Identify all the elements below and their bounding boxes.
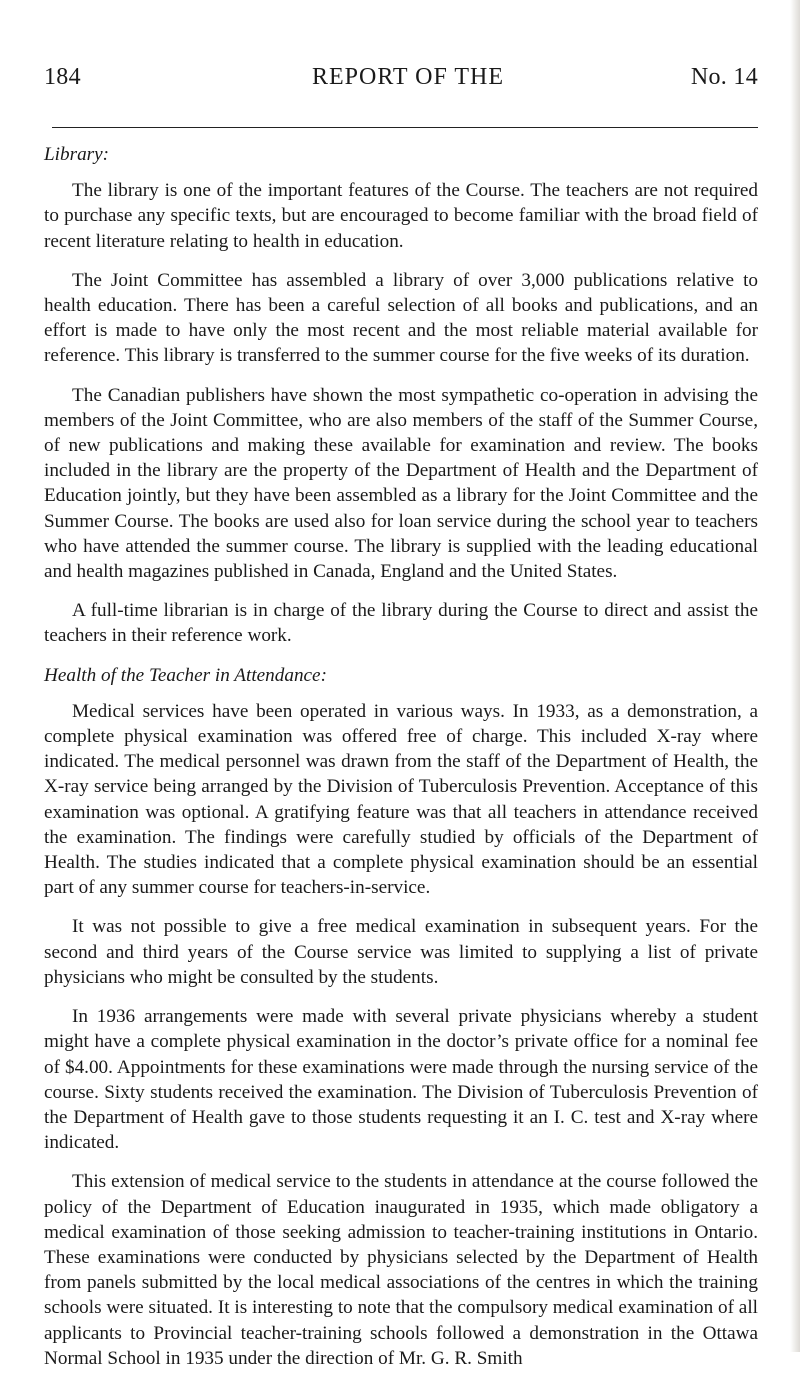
paragraph: This extension of medical service to the students in attendance at the course followed the policy of the Department of Education inaugurated in 1935, which made obligatory a medical examination of those seeking admission to teacher-training institutions in Ontario. These examinations were conducted by physicians selected by the Department of Health from panels submitted by the local medical associations of the centres in which the training schools were situated. It is interesting to note that the compulsory medical examination of all applicants to Provincial teacher-training schools followed a demonstration in the Ottawa Normal School in 1935 under the direction of Mr. G. R. Smith	[44, 1171, 758, 1369]
paragraph: It was not possible to give a free medical examination in subsequent years. For the second and third years of the Course service was limited to supplying a list of private physicians who might be consulted by the students.	[44, 916, 758, 988]
section-heading-library: Library:	[44, 144, 110, 165]
page-body	[44, 142, 758, 1385]
page-edge-shadow	[790, 0, 800, 1352]
report-number: No. 14	[690, 64, 758, 90]
header-rule	[52, 127, 758, 128]
paragraph: A full-time librarian is in charge of the library during the Course to direct and assist the teachers in their reference work.	[44, 600, 758, 647]
paragraph: The library is one of the important features of the Course. The teachers are not required to purchase any specific texts, but are encouraged to become familiar with the broad field of recent literature relating to health in education.	[44, 180, 758, 252]
report-title: REPORT OF THE	[312, 64, 505, 90]
paragraph: The Canadian publishers have shown the most sympathetic co-operation in advising the members of the Joint Committee, who are also members of the staff of the Summer Course, of new publications and making these available for examination and review. The books included in the library are the property of the Department of Health and the Department of Education jointly, but they have been assembled as a library for the Joint Committee and the Summer Course. The books are used also for loan service during the school year to teachers who have attended the summer course. The library is supplied with the leading educational and health magazines published in Canada, England and the United States.	[44, 384, 758, 583]
paragraph: In 1936 arrangements were made with several private physicians whereby a student might have a complete physical examination in the doctor’s private office for a nominal fee of $4.00. Appointments for these examinations were made through the nursing service of the course. Sixty students received the examination. The Division of Tuberculosis Prevention of the Department of Health gave to those students requesting it an I. C. test and X-ray where indicated.	[44, 1006, 758, 1154]
running-header	[44, 64, 758, 104]
page-number: 184	[44, 64, 81, 90]
paragraph: The Joint Committee has assembled a library of over 3,000 publications relative to health education. There has been a careful selection of all books and publications, and an effort is made to have only the most recent and the most reliable material available for reference. This library is transferred to the summer course for the five weeks of its duration.	[44, 269, 758, 367]
section-heading-health: Health of the Teacher in Attendance:	[44, 664, 327, 686]
paragraph: Medical services have been operated in various ways. In 1933, as a demonstration, a complete physical examination was offered free of charge. This included X-ray where indicated. The medical personnel was drawn from the staff of the Department of Health, the X-ray service being arranged by the Division of Tuberculosis Prevention. Acceptance of this examination was optional. A gratifying feature was that all teachers in attendance received the examination. The findings were carefully studied by officials of the Department of Health. The studies indicated that a complete physical examination should be an essential part of any summer course for teachers-in-service.	[44, 700, 758, 899]
